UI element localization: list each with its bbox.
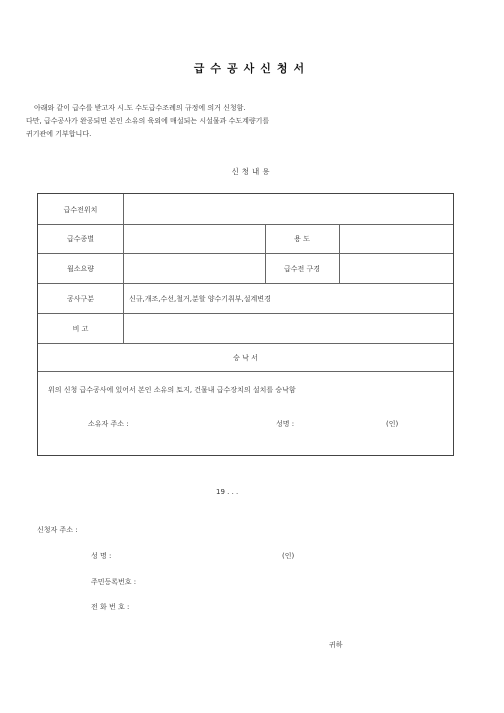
consent-title: 승 낙 서 (233, 354, 258, 362)
label-work-type: 공사구분 (66, 295, 95, 303)
label-supply-type: 급수종별 (66, 235, 95, 243)
row-divider (38, 283, 453, 284)
row-divider (38, 371, 453, 372)
remarks-field[interactable] (128, 313, 448, 343)
tap-location-field[interactable] (128, 194, 448, 224)
column-divider (123, 194, 124, 343)
owner-seal: (인) (386, 420, 399, 428)
supply-type-field[interactable] (128, 224, 260, 253)
label-remarks: 비 고 (72, 325, 89, 333)
applicant-seal: (인) (282, 552, 295, 560)
label-monthly-usage: 월소요량 (66, 265, 95, 273)
owner-address-label: 소유자 주소 : (88, 420, 129, 428)
column-divider (265, 224, 266, 283)
applicant-id-label: 주민등록번호 : (91, 578, 137, 586)
label-usage: 용 도 (294, 235, 310, 243)
section-title: 신청내용 (231, 167, 273, 176)
intro-line-1: 아래와 같이 급수를 받고자 시.도 수도급수조례의 규정에 의거 신청함. (34, 104, 246, 112)
application-table (37, 193, 454, 456)
form-title: 급수공사신청서 (193, 62, 311, 75)
applicant-address-label: 신청자 주소 : (37, 526, 78, 534)
work-type-options: 신규,개조,수선,철거,분할 양수기취부,설계변경 (129, 295, 271, 303)
addressee: 귀하 (329, 641, 343, 649)
applicant-name-label: 성 명 : (91, 552, 112, 560)
owner-name-label: 성명 : (276, 420, 295, 428)
applicant-phone-label: 전 화 번 호 : (91, 603, 130, 611)
label-tap-diameter: 급수전 구경 (283, 265, 321, 273)
row-divider (38, 343, 453, 344)
intro-line-3: 귀기관에 기부합니다. (26, 130, 92, 138)
label-tap-location: 급수전위치 (63, 206, 98, 214)
tap-diameter-field[interactable] (344, 253, 449, 283)
monthly-usage-field[interactable] (128, 253, 260, 283)
consent-text: 위의 신청 급수공사에 있어서 본인 소유의 토지, 건물내 급수장치의 설치를 승낙함 (48, 386, 296, 394)
usage-field[interactable] (344, 224, 449, 253)
intro-line-2: 다만, 급수공사가 완공되면 본인 소유의 육외에 매설되는 시설물과 수도계량기를 (26, 117, 270, 125)
application-date: 19 . . . (216, 488, 239, 496)
intro-text (26, 102, 269, 141)
column-divider (339, 224, 340, 283)
